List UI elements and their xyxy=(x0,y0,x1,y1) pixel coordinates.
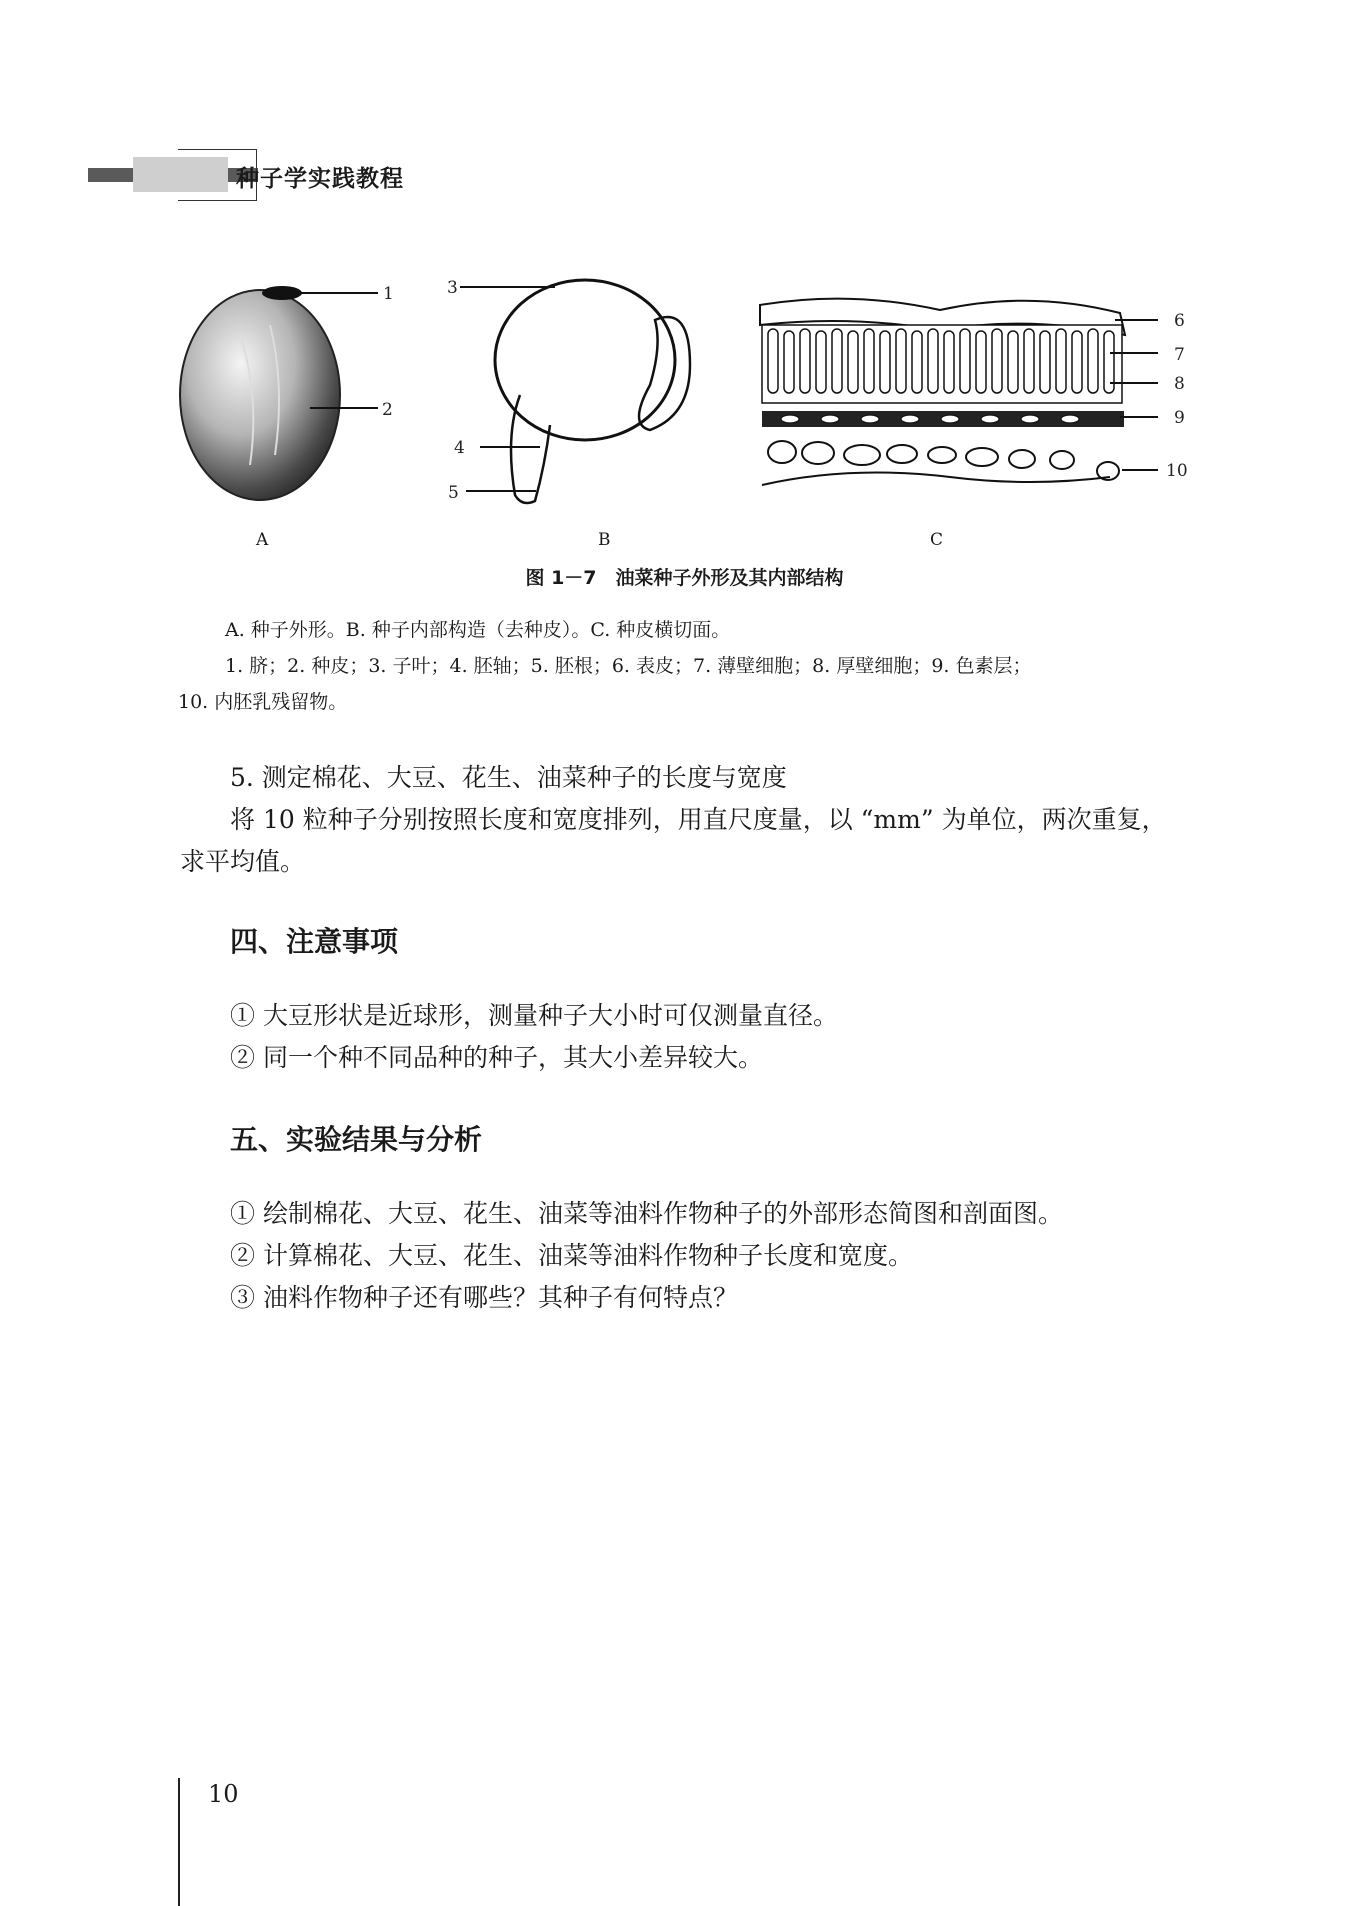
section-heading-results: 五、实验结果与分析 xyxy=(230,1123,483,1156)
figure-legend-line: 1. 脐；2. 种皮；3. 子叶；4. 胚轴；5. 胚根；6. 表皮；7. 薄壁细胞；8. 厚壁细胞；9. 色素层； xyxy=(225,655,1032,677)
panel-a-seed-exterior xyxy=(180,286,378,500)
callout-1: 1 xyxy=(383,284,394,304)
page-number: 10 xyxy=(208,1780,239,1808)
results-item: ③ 油料作物种子还有哪些？其种子有何特点？ xyxy=(230,1283,738,1312)
figure-caption: 图 1－7 油菜种子外形及其内部结构 xyxy=(525,567,844,589)
item-5-paragraph-line: 将 10 粒种子分别按照长度和宽度排列，用直尺度量，以 “mm” 为单位，两次重复， xyxy=(230,805,1167,834)
panel-letter-a: A xyxy=(256,530,269,550)
panel-letter-b: B xyxy=(598,530,611,550)
panel-c-seed-coat-section xyxy=(760,299,1158,485)
callout-4: 4 xyxy=(454,438,465,458)
callout-8: 8 xyxy=(1174,374,1185,394)
running-header-title: 种子学实践教程 xyxy=(236,166,404,192)
section-heading-precautions: 四、注意事项 xyxy=(230,925,399,958)
figure-legend-line: A. 种子外形。B. 种子内部构造（去种皮）。C. 种皮横切面。 xyxy=(225,619,731,641)
panel-letter-c: C xyxy=(930,530,944,550)
footer-rule xyxy=(178,1778,180,1906)
item-5-paragraph-line: 求平均值。 xyxy=(180,847,306,876)
callout-2: 2 xyxy=(382,400,393,420)
figure-legend-line: 10. 内胚乳残留物。 xyxy=(178,691,348,713)
callout-6: 6 xyxy=(1174,311,1185,331)
results-item: ② 计算棉花、大豆、花生、油菜等油料作物种子长度和宽度。 xyxy=(230,1241,913,1270)
callout-5: 5 xyxy=(448,483,459,503)
callout-7: 7 xyxy=(1174,345,1185,365)
callout-9: 9 xyxy=(1174,408,1185,428)
panel-b-embryo xyxy=(460,280,690,503)
callout-3: 3 xyxy=(447,278,458,298)
precaution-item: ② 同一个种不同品种的种子，其大小差异较大。 xyxy=(230,1043,763,1072)
figure-1-7 xyxy=(150,265,1230,565)
callout-10: 10 xyxy=(1166,461,1188,481)
figure-illustration xyxy=(150,265,1230,565)
precaution-item: ① 大豆形状是近球形，测量种子大小时可仅测量直径。 xyxy=(230,1001,838,1030)
results-item: ① 绘制棉花、大豆、花生、油菜等油料作物种子的外部形态简图和剖面图。 xyxy=(230,1199,1063,1228)
item-5-title: 5. 测定棉花、大豆、花生、油菜种子的长度与宽度 xyxy=(230,763,787,792)
